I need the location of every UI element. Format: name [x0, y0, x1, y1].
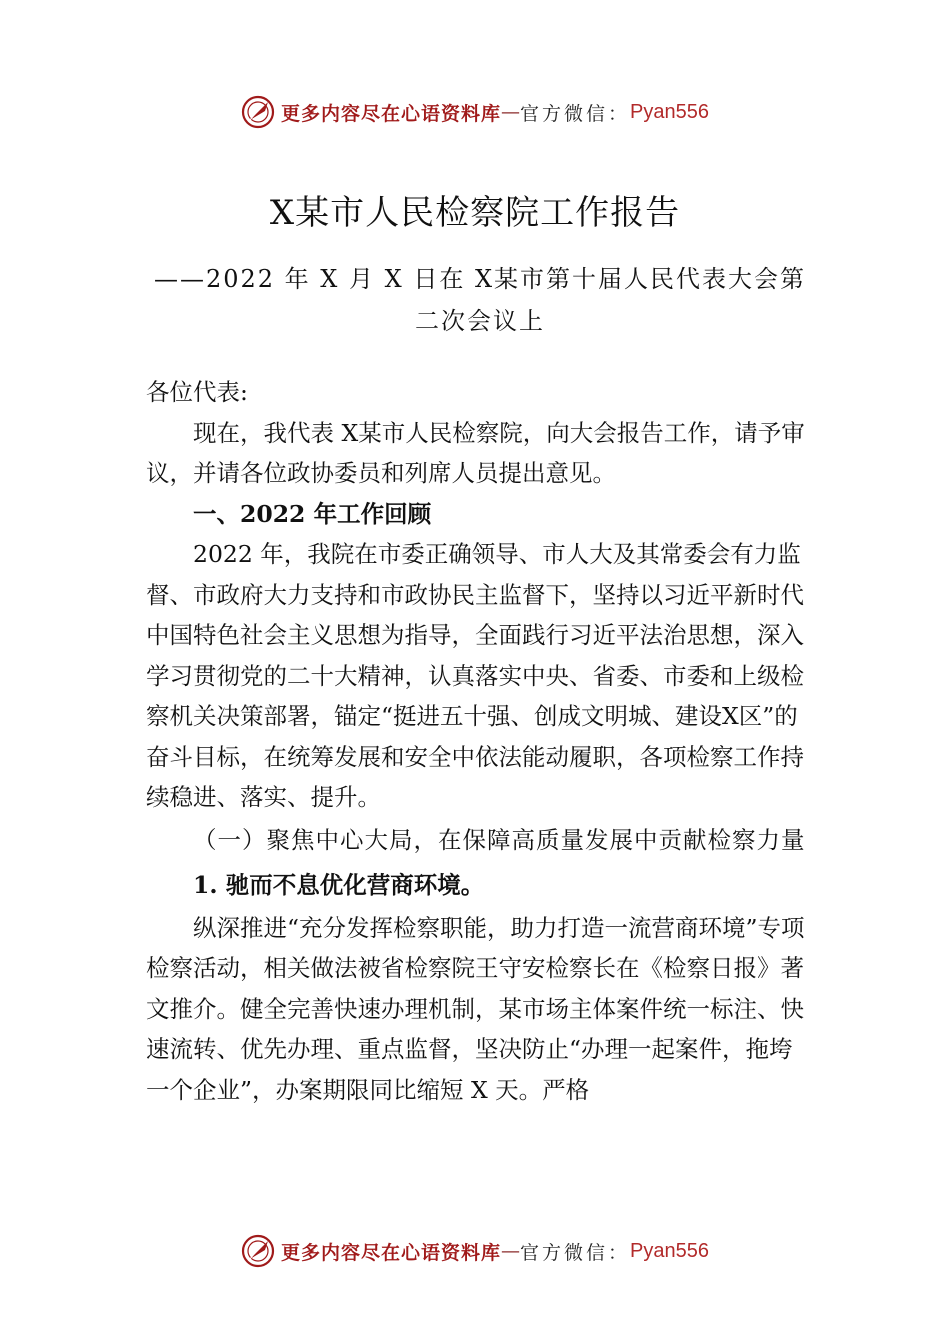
section-paragraph: 2022 年，我院在市委正确领导、市人大及其常委会有力监督、市政府大力支持和市政协民主监督下，坚持以习近平新时代中国特色社会主义思想为指导，全面践行习近平法治思想，深入学习贯彻党的二十大精神，认真落实中央、省委、市委和上级检察机关决策部署，锚定“挺进五十强、创成文明城、建设X区”的奋斗目标，在统筹发展和安全中依法能动履职，各项检察工作持续稳进、落实、提升。 [146, 540, 804, 811]
salutation: 各位代表: [146, 378, 248, 406]
library-name: 更多内容尽在心语资料库 [281, 102, 502, 125]
document-title: X某市人民检察院工作报告 [269, 193, 681, 233]
library-name: 更多内容尽在心语资料库 [281, 1241, 502, 1264]
quill-logo-icon [241, 1234, 275, 1268]
wechat-label: 官方微信： [520, 1241, 631, 1264]
document-subtitle [150, 258, 810, 342]
wechat-label: 官方微信： [520, 102, 631, 125]
banner-separator: — [501, 101, 521, 123]
intro-paragraph: 现在，我代表 X某市人民检察院，向大会报告工作，请予审议，并请各位政协委员和列席人员提出意见。 [146, 418, 805, 487]
document-body [146, 372, 806, 1110]
wechat-id: Pyan556 [630, 100, 709, 123]
header-banner [0, 95, 950, 129]
footer-banner [0, 1234, 950, 1268]
item-heading: 1. 驰而不息优化营商环境。 [193, 870, 485, 899]
subtitle-line-2: 二次会议上 [415, 307, 545, 335]
quill-logo-icon [241, 95, 275, 129]
item-paragraph: 纵深推进“充分发挥检察职能，助力打造一流营商环境”专项检察活动，相关做法被省检察院王守安检察长在《检察日报》著文推介。健全完善快速办理机制，某市场主体案件统一标注、快速流转、优先办理、重点监督，坚决防止“办理一起案件，拖垮一个企业”，办案期限同比缩短 X 天。严格 [146, 913, 805, 1104]
wechat-id: Pyan556 [630, 1239, 709, 1262]
subtitle-line-1: ——2022 年 X 月 X 日在 X某市第十届人民代表大会第 [153, 265, 807, 293]
subsection-heading: （一）聚焦中心大局，在保障高质量发展中贡献检察力量 [193, 825, 806, 854]
section-heading: 一、2022 年工作回顾 [193, 499, 432, 528]
banner-separator: — [501, 1240, 521, 1262]
